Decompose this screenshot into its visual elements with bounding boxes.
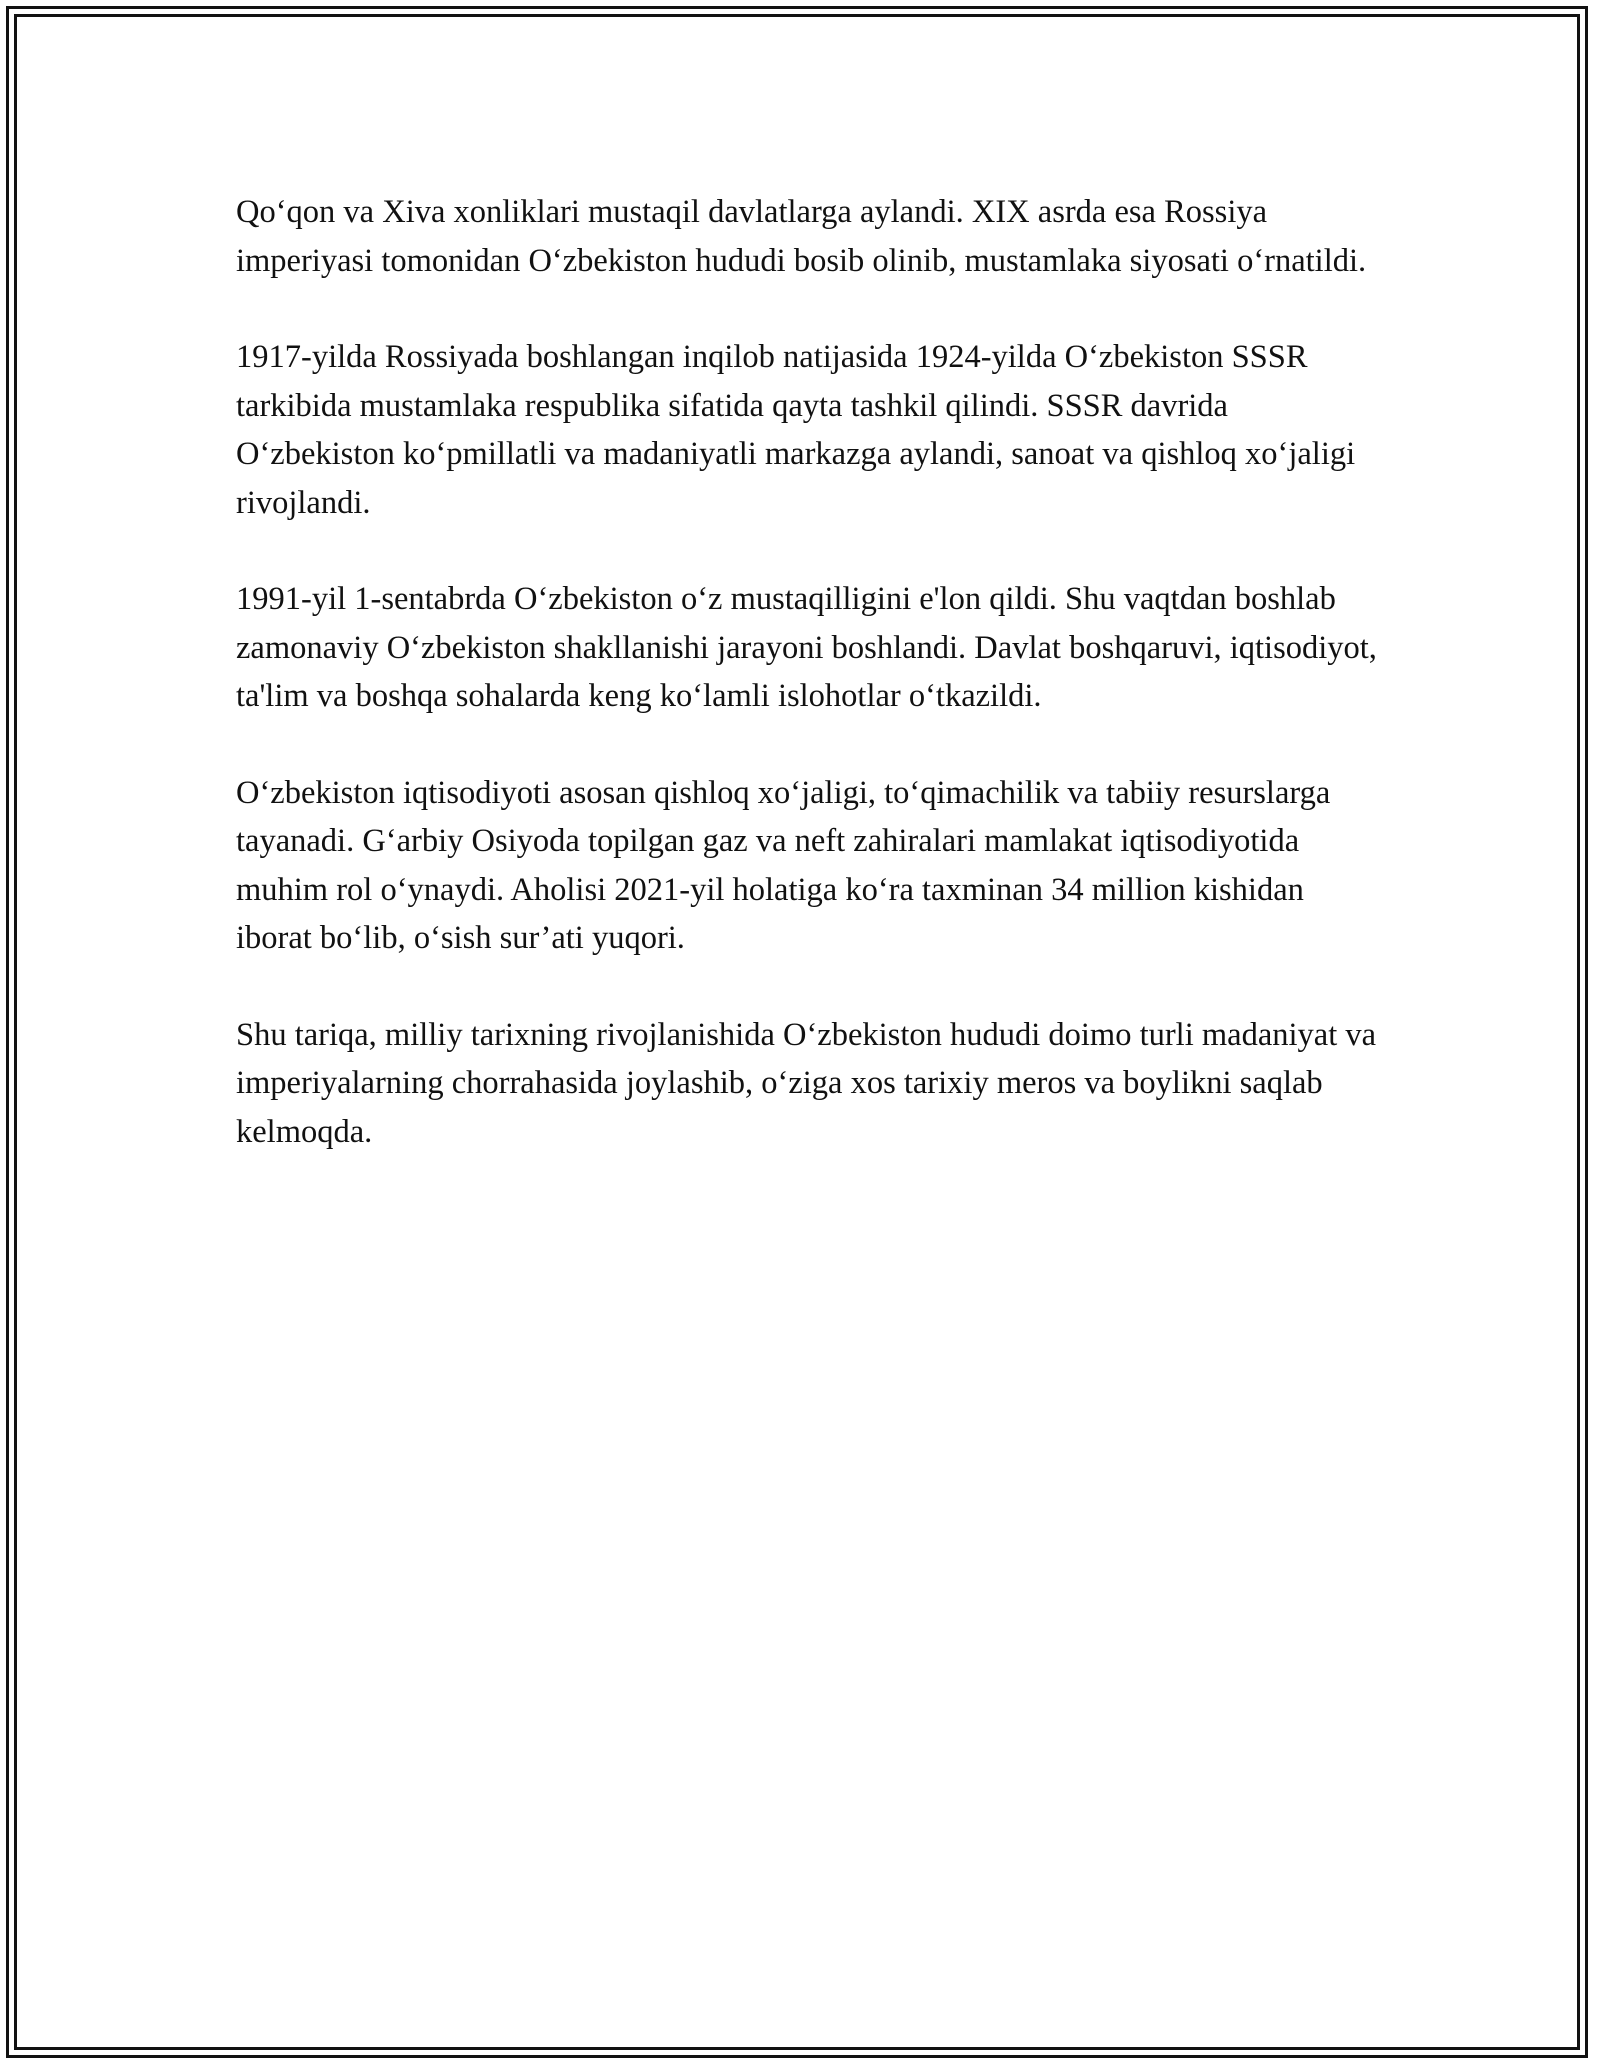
paragraph-1: Qo‘qon va Xiva xonliklari mustaqil davlatlarga aylandi. XIX asrda esa Rossiya imperiyasi tomonidan O‘zbekiston hududi bosib olinib, mustamlaka siyosati o‘rnatildi. [236, 194, 1367, 279]
document-body [236, 188, 1386, 1204]
paragraph-4: O‘zbekiston iqtisodiyoti asosan qishloq xo‘jaligi, to‘qimachilik va tabiiy resurslarga tayanadi. G‘arbiy Osiyoda topilgan gaz va neft zahiralari mamlakat iqtisodiyotida muhim rol o‘ynaydi. Aholisi 2021-yil holatiga ko‘ra taxminan 34 million kishidan iborat bo‘lib, o‘sish sur’ati yuqori. [236, 774, 1331, 956]
paragraph-5: Shu tariqa, milliy tarixning rivojlanishida O‘zbekiston hududi doimo turli madaniyat va imperiyalarning chorrahasida joylashib, o‘ziga xos tarixiy meros va boylikni saqlab kelmoqda. [236, 1016, 1377, 1150]
paragraph-3: 1991-yil 1-sentabrda O‘zbekiston o‘z mustaqilligini e'lon qildi. Shu vaqtdan boshlab zamonaviy O‘zbekiston shakllanishi jarayoni boshlandi. Davlat boshqaruvi, iqtisodiyot, ta'lim va boshqa sohalarda keng ko‘lamli islohotlar o‘tkazildi. [236, 581, 1377, 714]
paragraph-2: 1917-yilda Rossiyada boshlangan inqilob natijasida 1924-yilda O‘zbekiston SSSR tarkibida mustamlaka respublika sifatida qayta tashkil qilindi. SSSR davrida O‘zbekiston ko‘pmillatli va madaniyatli markazga aylandi, sanoat va qishloq xo‘jaligi rivojlandi. [236, 339, 1356, 521]
